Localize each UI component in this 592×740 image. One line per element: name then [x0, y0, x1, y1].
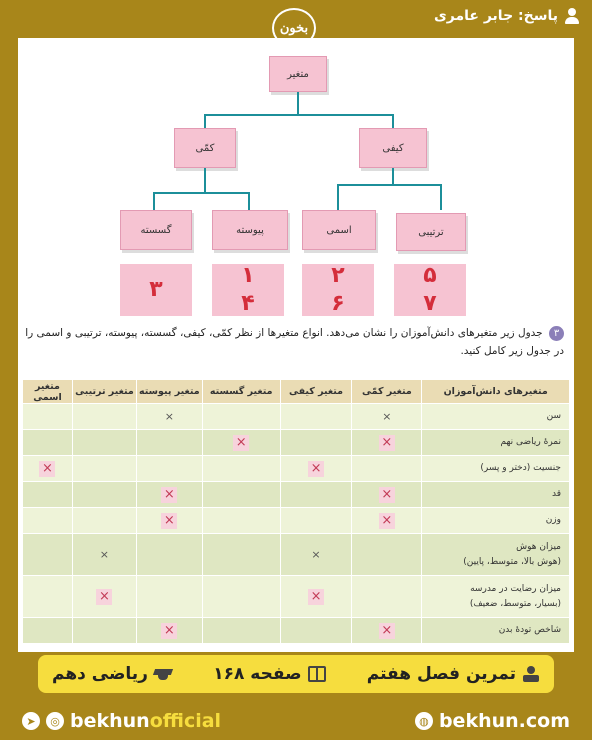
table-row [23, 404, 570, 430]
cross-mark: × [379, 487, 395, 503]
connector [248, 192, 250, 210]
table-cell [352, 404, 422, 430]
tree-node-continuous: پیوسته [212, 210, 288, 250]
table-cell [202, 508, 280, 534]
answer-value: ۶ [331, 291, 345, 316]
tree-node-discrete: گسسته [120, 210, 192, 250]
cross-mark: × [382, 409, 392, 423]
table-cell [352, 430, 422, 456]
connector [297, 92, 299, 114]
table-header: متغیر کمّی [352, 380, 422, 404]
table-cell [202, 576, 280, 618]
table-cell [280, 508, 352, 534]
answer-value: ۱ [241, 263, 255, 288]
table-cell [136, 456, 202, 482]
row-label [422, 456, 570, 482]
table-cell [280, 456, 352, 482]
row-label [422, 618, 570, 644]
table-cell [72, 508, 136, 534]
table-header-row [23, 380, 570, 404]
tree-node-nominal: اسمی [302, 210, 376, 250]
cross-mark: × [233, 435, 249, 451]
connector [204, 114, 394, 116]
row-label [422, 482, 570, 508]
banner-page [213, 664, 325, 684]
table-cell [202, 456, 280, 482]
cross-mark: × [308, 461, 324, 477]
cross-mark: × [99, 547, 110, 561]
row-label-text: شاخص تودهٔ بدن [498, 625, 561, 635]
table-cell [280, 430, 352, 456]
cross-mark: × [379, 623, 395, 639]
table-cell [23, 430, 73, 456]
row-label [422, 576, 570, 618]
telegram-icon[interactable]: ➤ [22, 712, 40, 730]
table-cell [136, 508, 202, 534]
answer-value: ۵ [423, 263, 437, 288]
answer-box-continuous [212, 264, 284, 316]
table-row [23, 618, 570, 644]
social-handle[interactable] [22, 710, 221, 732]
cross-mark: × [96, 589, 112, 605]
exercise-label: تمرین فصل هفتم [366, 664, 516, 684]
user-icon [564, 8, 580, 24]
row-label-text: سن [546, 411, 561, 421]
footer-bar [0, 702, 592, 740]
table-row [23, 456, 570, 482]
answer-value: ۴ [241, 291, 255, 316]
table-cell [352, 576, 422, 618]
table-cell [72, 618, 136, 644]
row-label-text: وزن [545, 515, 561, 525]
table-cell [352, 482, 422, 508]
tree-node-quantitative: کمّی [174, 128, 236, 168]
table-header: متغیر پیوسته [136, 380, 202, 404]
row-label [422, 430, 570, 456]
table-cell [136, 404, 202, 430]
question-text [24, 324, 564, 360]
table-cell [23, 508, 73, 534]
table-cell [352, 456, 422, 482]
table-cell [202, 430, 280, 456]
table-cell [280, 482, 352, 508]
table-cell [136, 618, 202, 644]
row-label-text: میزان هوش [516, 541, 561, 552]
table-cell [280, 534, 352, 576]
table-cell [202, 404, 280, 430]
table-cell [136, 482, 202, 508]
connector [337, 184, 442, 186]
answer-value: ۳ [149, 277, 163, 302]
table-cell [202, 534, 280, 576]
table-cell [72, 576, 136, 618]
answer-box-discrete [120, 264, 192, 316]
table-row [23, 482, 570, 508]
table-cell [280, 618, 352, 644]
table-cell [72, 482, 136, 508]
table-cell [23, 482, 73, 508]
connector [153, 192, 250, 194]
cross-mark: × [308, 589, 324, 605]
tree-node-ordinal: ترتیبی [396, 213, 466, 251]
table-cell [72, 456, 136, 482]
connector [204, 168, 206, 192]
table-cell [23, 576, 73, 618]
answer-value: ۲ [331, 263, 345, 288]
table-cell [23, 534, 73, 576]
table-cell [23, 618, 73, 644]
table-cell [202, 482, 280, 508]
table-header: متغیر ترتیبی [72, 380, 136, 404]
table-cell [72, 430, 136, 456]
connector [337, 184, 339, 210]
social-suffix: official [149, 710, 222, 732]
tree-root: متغیر [269, 56, 327, 92]
banner-subject [52, 664, 172, 684]
table-cell [202, 618, 280, 644]
answer-label: پاسخ: جابر عامری [433, 8, 558, 24]
table-cell [136, 430, 202, 456]
textbook-page [18, 38, 574, 652]
row-label-text: نمرهٔ ریاضی نهم [500, 437, 561, 447]
answer-box-ordinal [394, 264, 466, 316]
table-cell [72, 534, 136, 576]
row-label-sub: (بسیار، متوسط، ضعیف) [469, 598, 561, 609]
book-icon [308, 666, 326, 682]
table-header: متغیر کیفی [280, 380, 352, 404]
row-label-text: قد [551, 489, 561, 499]
row-label [422, 534, 570, 576]
cross-mark: × [164, 409, 174, 423]
table-cell [352, 534, 422, 576]
row-label-text: میزان رضایت در مدرسه [470, 583, 561, 594]
website-link[interactable] [415, 710, 570, 732]
cross-mark: × [161, 623, 177, 639]
table-cell [280, 576, 352, 618]
instagram-icon[interactable]: ◎ [46, 712, 64, 730]
cross-mark: × [161, 513, 177, 529]
table-row [23, 508, 570, 534]
table-cell [136, 576, 202, 618]
subject-label: ریاضی دهم [52, 664, 148, 684]
table-cell [23, 456, 73, 482]
connector [153, 192, 155, 210]
cross-mark: × [311, 547, 321, 561]
table-cell [72, 404, 136, 430]
table-cell [23, 404, 73, 430]
graduation-cap-icon [154, 666, 172, 682]
logo-text: بخون [272, 8, 316, 48]
exercise-banner [38, 655, 554, 693]
social-prefix: bekhun [70, 710, 150, 732]
answer-credit [434, 8, 580, 24]
answer-box-nominal [302, 264, 374, 316]
cross-mark: × [379, 513, 395, 529]
table-header: متغیرهای دانش‌آموزان [422, 380, 570, 404]
connector [440, 184, 442, 210]
question-body: جدول زیر متغیرهای دانش‌آموزان را نشان می‌دهد. انواع متغیرها از نظر کمّی، کیفی، گسسته، پیوسته، ترتیبی و اسمی را در جدول زیر کامل کنید. [25, 327, 564, 357]
table-row [23, 576, 570, 618]
cross-mark: × [379, 435, 395, 451]
table-cell [280, 404, 352, 430]
table-body [23, 404, 570, 644]
variables-table [22, 379, 570, 644]
row-label-text: جنسیت (دختر و پسر) [480, 463, 561, 473]
page-label: صفحه ۱۶۸ [213, 664, 302, 684]
table-cell [352, 508, 422, 534]
cross-mark: × [161, 487, 177, 503]
connector [204, 114, 206, 128]
website-label: bekhun.com [438, 710, 570, 732]
table-cell [352, 618, 422, 644]
banner-exercise [367, 664, 540, 684]
table-header: متغیر گسسته [202, 380, 280, 404]
cross-mark: × [39, 461, 55, 477]
table-row [23, 534, 570, 576]
globe-icon: ◍ [415, 712, 433, 730]
question-number: ۳ [549, 326, 564, 341]
tree-node-qualitative: کیفی [359, 128, 427, 168]
row-label [422, 508, 570, 534]
teacher-icon [522, 666, 540, 682]
table-header: متغیر اسمی [23, 380, 73, 404]
connector [392, 168, 394, 184]
table-cell [136, 534, 202, 576]
table-row [23, 430, 570, 456]
row-label-sub: (هوش بالا، متوسط، پایین) [463, 556, 561, 567]
answer-value: ۷ [423, 291, 437, 316]
connector [392, 114, 394, 128]
row-label [422, 404, 570, 430]
